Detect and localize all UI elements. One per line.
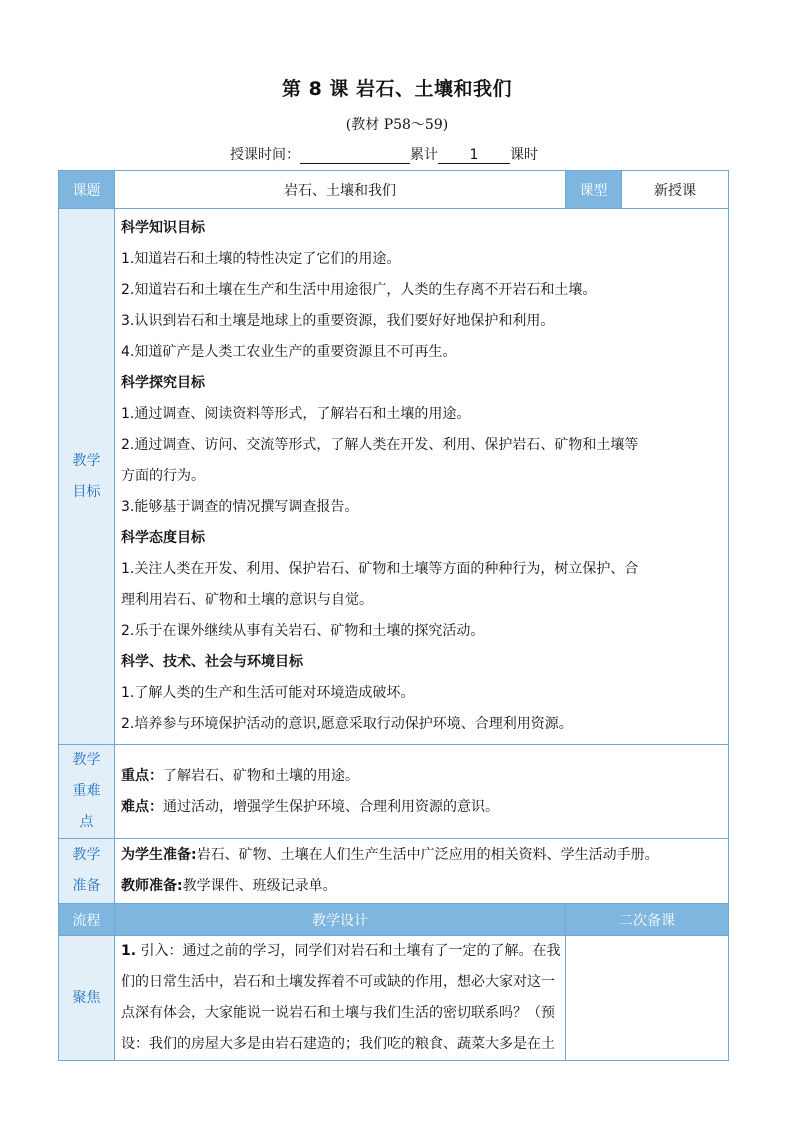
time-label: 授课时间： (230, 147, 300, 163)
process-header-row (59, 904, 729, 936)
student-prep-label: 为学生准备: (121, 847, 197, 863)
teacher-prep-text: 教学课件、班级记录单。 (182, 878, 337, 894)
prep-label-line-2: 准备 (72, 878, 101, 894)
goals-row (59, 209, 729, 745)
student-prep (121, 840, 722, 871)
keypoints-label (59, 745, 115, 839)
keypoints-label-line-1: 教学 (72, 752, 101, 768)
goal-item: 2.知道岩石和土壤在生产和生活中用途很广，人类的生存离不开岩石和土壤。 (121, 282, 597, 298)
goal-item: 4.知道矿产是人类工农业生产的重要资源且不可再生。 (121, 344, 457, 360)
goal-heading: 科学探究目标 (121, 375, 205, 391)
focus-line: 们的日常生活中，岩石和土壤发挥着不可或缺的作用，想必大家对这一 (121, 974, 555, 990)
focus-lead: 引入： (136, 943, 183, 959)
goal-item: 1.知道岩石和土壤的特性决定了它们的用途。 (121, 251, 401, 267)
keypoints-content (115, 745, 729, 839)
goal-item: 2.培养参与环境保护活动的意识,愿意采取行动保护环境、合理利用资源。 (121, 716, 573, 732)
period-unit: 课时 (510, 147, 538, 163)
prep-label (59, 839, 115, 904)
goal-item: 2.乐于在课外继续从事有关岩石、矿物和土壤的探究活动。 (121, 623, 485, 639)
keypoints-label-line-3: 点 (79, 814, 94, 830)
focus-row (59, 936, 729, 1061)
goal-item: 1.关注人类在开发、利用、保护岩石、矿物和土壤等方面的种种行为，树立保护、合 (121, 561, 639, 577)
focus-text: 通过之前的学习，同学们对岩石和土壤有了一定的了解。在我 (182, 943, 561, 959)
goal-item: 2.通过调查、访问、交流等形式，了解人类在开发、利用、保护岩石、矿物和土壤等 (121, 437, 639, 453)
goal-item: 1.通过调查、阅读资料等形式，了解岩石和土壤的用途。 (121, 406, 471, 422)
student-prep-text: 岩石、矿物、土壤在人们生产生活中广泛应用的相关资料、学生活动手册。 (196, 847, 659, 863)
difficult-point-text: 通过活动，增强学生保护环境、合理利用资源的意识。 (163, 798, 499, 815)
goals-label-line-1: 教学 (72, 452, 101, 469)
difficult-point (121, 792, 722, 823)
goals-label-line-2: 目标 (72, 483, 101, 500)
prep-row (59, 839, 729, 904)
goal-item: 3.认识到岩石和土壤是地球上的重要资源，我们要好好地保护和利用。 (121, 313, 555, 329)
design-col-header: 教学设计 (115, 904, 566, 936)
type-value: 新授课 (622, 171, 729, 209)
prep-content (115, 839, 729, 904)
teacher-prep-label: 教师准备: (121, 878, 183, 894)
goals-label (59, 209, 115, 745)
focus-number: 1. (121, 943, 137, 959)
revision-cell[interactable] (566, 936, 729, 1061)
key-point-text: 了解岩石、矿物和土壤的用途。 (163, 767, 359, 784)
lesson-time-line (230, 144, 538, 164)
cumulative-label: 累计 (410, 147, 438, 163)
teacher-prep (121, 871, 722, 902)
process-col-header: 流程 (59, 904, 115, 936)
focus-line: 设：我们的房屋大多是由岩石建造的；我们吃的粮食、蔬菜大多是在土 (121, 1036, 555, 1052)
topic-row (59, 171, 729, 209)
lesson-plan-table (58, 170, 729, 1061)
lesson-title: 第 8 课 岩石、土壤和我们 (281, 78, 513, 100)
textbook-pages: (教材 P58～59) (345, 117, 449, 133)
goal-item: 方面的行为。 (121, 468, 205, 484)
goal-item: 理利用岩石、矿物和土壤的意识与自觉。 (121, 592, 373, 608)
focus-content (115, 936, 566, 1061)
goal-item: 3.能够基于调查的情况撰写调查报告。 (121, 499, 359, 515)
focus-line: 点深有体会，大家能说一说岩石和土壤与我们生活的密切联系吗？（预 (121, 1005, 555, 1021)
keypoints-label-line-2: 重难 (72, 783, 101, 799)
goal-heading: 科学知识目标 (121, 220, 205, 236)
period-count: 1 (438, 147, 510, 164)
focus-line (121, 936, 559, 967)
type-label: 课型 (566, 171, 622, 209)
revision-col-header: 二次备课 (566, 904, 729, 936)
difficult-point-label: 难点： (121, 798, 163, 815)
focus-label: 聚焦 (59, 936, 115, 1061)
keypoints-row (59, 745, 729, 839)
goal-heading: 科学态度目标 (121, 530, 205, 546)
topic-value: 岩石、土壤和我们 (115, 171, 566, 209)
goals-content (115, 209, 729, 745)
key-point-label: 重点： (121, 767, 163, 784)
goal-heading: 科学、技术、社会与环境目标 (121, 654, 303, 670)
prep-label-line-1: 教学 (72, 847, 101, 863)
topic-label: 课题 (59, 171, 115, 209)
key-point (121, 761, 722, 792)
goal-item: 1.了解人类的生产和生活可能对环境造成破坏。 (121, 685, 415, 701)
time-blank[interactable] (300, 147, 410, 164)
